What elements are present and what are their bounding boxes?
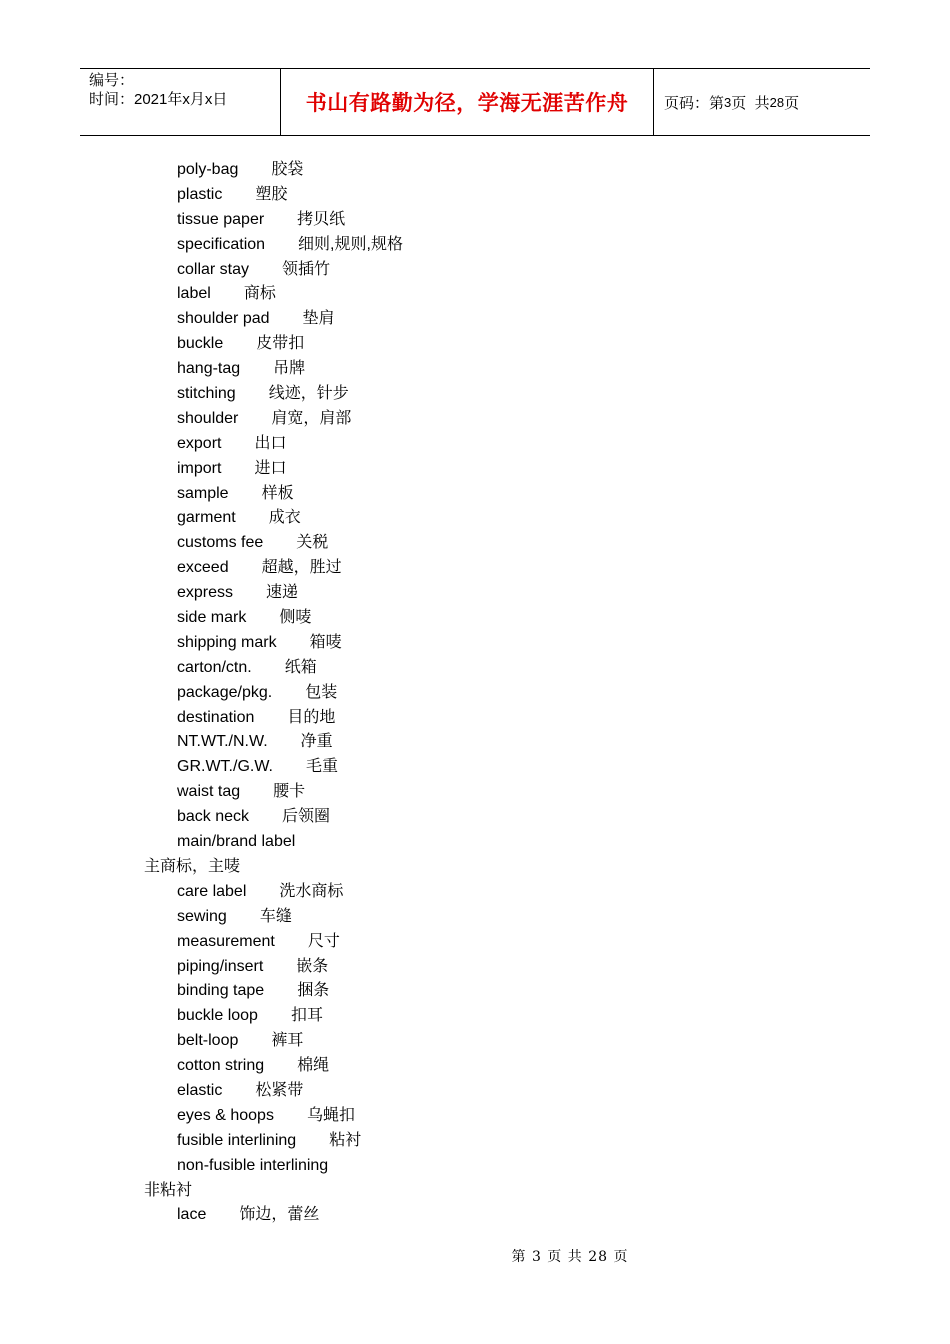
glossary-term: 主商标，主唛 — [144, 857, 241, 875]
glossary-entry — [0, 282, 950, 307]
glossary-translation: 棉绳 — [297, 1057, 330, 1075]
page-suffix: 页 — [784, 94, 800, 112]
glossary-term: shoulder — [177, 409, 239, 427]
glossary-term: fusible interlining — [177, 1131, 297, 1149]
glossary-term: shoulder pad — [177, 310, 270, 328]
glossary-term: non-fusible interlining — [177, 1156, 329, 1174]
glossary-entry — [0, 258, 950, 283]
glossary-translation: 后领圈 — [282, 808, 331, 826]
glossary-term: NT.WT./N.W. — [177, 733, 268, 751]
glossary-entry — [0, 482, 950, 507]
glossary-entry — [0, 158, 950, 183]
glossary-entry — [0, 208, 950, 233]
glossary-term: plastic — [177, 185, 223, 203]
glossary-term: garment — [177, 509, 236, 527]
glossary-entry — [0, 631, 950, 656]
glossary-entry — [0, 432, 950, 457]
glossary-term: lace — [177, 1206, 207, 1224]
glossary-term: waist tag — [177, 783, 241, 801]
glossary-translation: 裤耳 — [271, 1032, 304, 1050]
glossary-translation: 肩宽，肩部 — [271, 409, 352, 427]
glossary-translation: 松紧带 — [255, 1081, 304, 1099]
glossary-term: stitching — [177, 385, 236, 403]
glossary-entry — [0, 830, 950, 855]
glossary-list — [0, 158, 950, 1228]
glossary-entry — [0, 382, 950, 407]
glossary-term: care label — [177, 882, 247, 900]
glossary-term: measurement — [177, 932, 275, 950]
glossary-translation: 样板 — [261, 484, 294, 502]
glossary-term: binding tape — [177, 982, 265, 1000]
glossary-term: package/pkg. — [177, 683, 273, 701]
glossary-translation: 商标 — [243, 285, 276, 303]
glossary-entry — [0, 1004, 950, 1029]
glossary-term: exceed — [177, 559, 229, 577]
glossary-term: collar stay — [177, 260, 250, 278]
glossary-translation: 车缝 — [259, 907, 292, 925]
glossary-entry — [0, 681, 950, 706]
glossary-translation: 腰卡 — [273, 783, 306, 801]
glossary-term: eyes & hoops — [177, 1106, 274, 1124]
glossary-term: poly-bag — [177, 161, 239, 178]
glossary-entry — [0, 730, 950, 755]
glossary-term: side mark — [177, 609, 247, 627]
glossary-translation: 捆条 — [297, 982, 330, 1000]
glossary-translation: 乌蝇扣 — [306, 1106, 355, 1124]
glossary-translation: 线迹，针步 — [268, 385, 349, 403]
glossary-entry — [0, 606, 950, 631]
glossary-translation: 纸箱 — [284, 658, 317, 676]
glossary-entry — [0, 706, 950, 731]
glossary-entry — [0, 656, 950, 681]
glossary-term: hang-tag — [177, 360, 241, 378]
glossary-translation: 饰边，蕾丝 — [239, 1206, 320, 1224]
glossary-translation: 粘衬 — [329, 1131, 362, 1149]
document-number-label: 编号： — [89, 72, 135, 89]
glossary-translation: 扣耳 — [290, 1007, 323, 1025]
glossary-translation: 吊牌 — [273, 360, 306, 378]
glossary-term: elastic — [177, 1081, 223, 1099]
glossary-entry — [0, 880, 950, 905]
glossary-entry — [0, 1079, 950, 1104]
glossary-translation: 洗水商标 — [279, 882, 344, 900]
glossary-entry — [0, 905, 950, 930]
glossary-term: belt-loop — [177, 1032, 239, 1050]
glossary-entry — [0, 407, 950, 432]
glossary-entry — [0, 307, 950, 332]
glossary-entry — [0, 357, 950, 382]
glossary-entry — [0, 1104, 950, 1129]
glossary-term: sample — [177, 484, 229, 502]
glossary-term: 非粘衬 — [144, 1181, 193, 1199]
glossary-term: shipping mark — [177, 633, 277, 651]
glossary-entry — [0, 1129, 950, 1154]
glossary-entry — [0, 1054, 950, 1079]
glossary-entry — [0, 556, 950, 581]
glossary-entry — [0, 1203, 950, 1228]
glossary-entry — [0, 1029, 950, 1054]
page-mid: 页 共 — [731, 94, 770, 112]
document-time-label: 时间：2021年x月x日 — [89, 91, 228, 108]
glossary-translation: 包装 — [305, 683, 338, 701]
glossary-term: import — [177, 459, 222, 477]
glossary-term: carton/ctn. — [177, 658, 252, 676]
page-prefix: 页码：第 — [664, 94, 725, 112]
glossary-translation: 进口 — [254, 459, 287, 477]
header-motto: 书山有路勤为径，学海无涯苦作舟 — [281, 69, 654, 135]
glossary-entry — [0, 955, 950, 980]
glossary-translation: 塑胶 — [255, 185, 288, 203]
glossary-entry — [0, 805, 950, 830]
glossary-term: buckle — [177, 335, 224, 353]
glossary-entry — [0, 506, 950, 531]
glossary-translation: 嵌条 — [296, 957, 329, 975]
glossary-translation: 出口 — [254, 434, 287, 452]
glossary-entry — [0, 1179, 950, 1204]
page-current-number: 3 — [724, 94, 732, 110]
glossary-entry — [0, 457, 950, 482]
page-header — [80, 68, 870, 136]
glossary-term: main/brand label — [177, 833, 296, 851]
glossary-translation: 目的地 — [287, 708, 336, 726]
glossary-translation: 净重 — [300, 733, 333, 751]
glossary-entry — [0, 183, 950, 208]
page-total-number: 28 — [769, 94, 785, 110]
glossary-translation: 领插竹 — [282, 260, 331, 278]
glossary-entry — [0, 780, 950, 805]
header-meta — [80, 69, 281, 135]
glossary-term: sewing — [177, 907, 227, 925]
header-page-indicator — [654, 69, 870, 135]
glossary-term: cotton string — [177, 1057, 265, 1075]
glossary-entry — [0, 1154, 950, 1179]
glossary-translation: 胶袋 — [271, 161, 304, 178]
glossary-translation: 毛重 — [306, 758, 339, 776]
glossary-term: tissue paper — [177, 210, 265, 228]
glossary-term: piping/insert — [177, 957, 264, 975]
glossary-entry — [0, 332, 950, 357]
glossary-term: label — [177, 285, 211, 303]
glossary-term: specification — [177, 235, 266, 253]
glossary-term: export — [177, 434, 222, 452]
page-footer: 第 3 页 共 28 页 — [511, 1249, 629, 1265]
glossary-translation: 拷贝纸 — [297, 210, 346, 228]
glossary-translation: 成衣 — [268, 509, 301, 527]
glossary-entry — [0, 979, 950, 1004]
glossary-term: buckle loop — [177, 1007, 258, 1025]
glossary-term: GR.WT./G.W. — [177, 758, 273, 776]
glossary-term: customs fee — [177, 534, 264, 552]
glossary-entry — [0, 930, 950, 955]
glossary-translation: 侧唛 — [279, 609, 312, 627]
glossary-translation: 关税 — [296, 534, 329, 552]
glossary-entry — [0, 233, 950, 258]
glossary-term: back neck — [177, 808, 250, 826]
glossary-translation: 速递 — [266, 584, 299, 602]
glossary-translation: 皮带扣 — [256, 335, 305, 353]
glossary-translation: 细则,规则,规格 — [298, 235, 403, 253]
glossary-translation: 超越，胜过 — [261, 559, 342, 577]
glossary-translation: 箱唛 — [309, 633, 342, 651]
glossary-translation: 尺寸 — [307, 932, 340, 950]
glossary-translation: 垫肩 — [302, 310, 335, 328]
glossary-entry — [0, 581, 950, 606]
glossary-entry — [0, 531, 950, 556]
glossary-term: express — [177, 584, 234, 602]
glossary-entry — [0, 755, 950, 780]
glossary-term: destination — [177, 708, 255, 726]
glossary-entry — [0, 855, 950, 880]
